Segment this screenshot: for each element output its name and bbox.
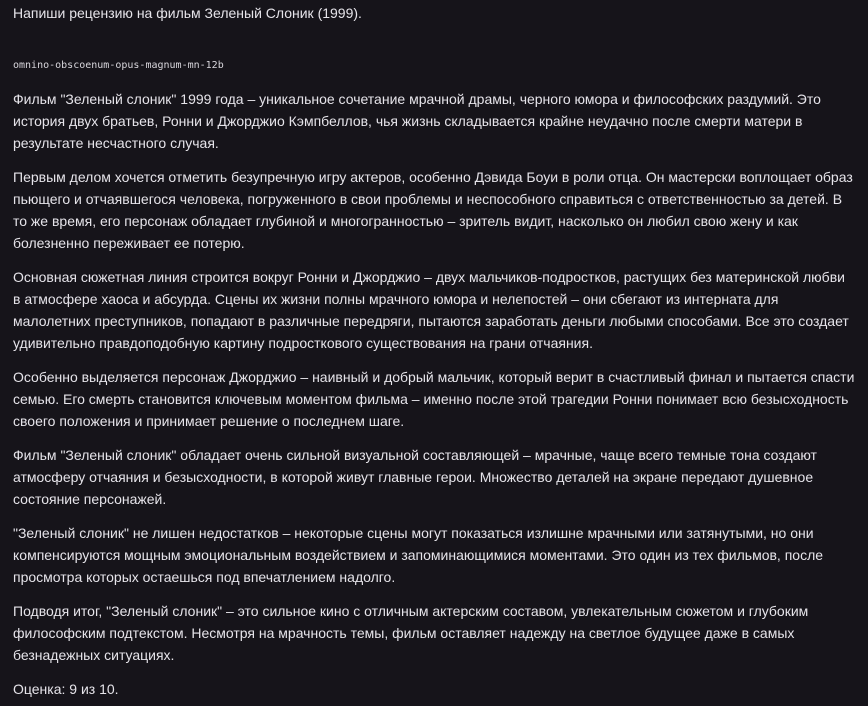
response-paragraph-conclusion: Подводя итог, "Зеленый слоник" – это сильное кино с отличным актерским составом, увлекательным сюжетом и глубоким философским подтекстом. Несмотря на мрачность темы, фильм оставляет надежду на светлое будущее даже в самых безнадежных ситуациях.: [13, 603, 809, 663]
model-name-label: omnino-obscoenum-opus-magnum-mn-12b: [13, 60, 224, 71]
response-paragraph-acting: Первым делом хочется отметить безупречную игру актеров, особенно Дэвида Боуи в роли отца. Он мастерски воплощает образ пьющего и отчаявшегося человека, погруженного в свои проблемы и неспособного справиться с ответственностью за детей. В то же время, его персонаж обладает глубиной и многогранностью – зритель видит, насколько он любил свою жену и как болезненно переживает ее потерю.: [13, 169, 853, 251]
response-paragraph-intro: Фильм "Зеленый слоник" 1999 года – уникальное сочетание мрачной драмы, черного юмора и философских раздумий. Это история двух братьев, Ронни и Джорджио Кэмпбеллов, чья жизнь складывается крайне неудачно после смерти матери в результате несчастного случая.: [13, 91, 821, 151]
response-paragraph-drawbacks: "Зеленый слоник" не лишен недостатков – некоторые сцены могут показаться излишне мрачными или затянутыми, но они компенсируются мощным эмоциональным воздействием и запоминающимися моментами. Это один из тех фильмов, после просмотра которых остаешься под впечатлением надолго.: [13, 525, 824, 585]
response-paragraph-plot: Основная сюжетная линия строится вокруг Ронни и Джорджио – двух мальчиков-подростков, растущих без материнской любви в атмосфере хаоса и абсурда. Сцены их жизни полны мрачного юмора и нелепостей – они сбегают из интерната для малолетних преступников, попадают в различные передряги, пытаются заработать деньги любыми способами. Все это создает удивительно правдоподобную картину подросткового существования на грани отчаяния.: [13, 269, 849, 351]
response-rating: Оценка: 9 из 10.: [13, 681, 119, 697]
response-paragraph-visuals: Фильм "Зеленый слоник" обладает очень сильной визуальной составляющей – мрачные, чаще всего темные тона создают атмосферу отчаяния и безысходности, в которой живут главные герои. Множество деталей на экране передают душевное состояние персонажей.: [13, 447, 817, 507]
response-paragraph-character: Особенно выделяется персонаж Джорджио – наивный и добрый мальчик, который верит в счастливый финал и пытается спасти семью. Его смерть становится ключевым моментом фильма – именно после этой трагедии Ронни понимает всю безысходность своего положения и принимает решение о последнем шаге.: [13, 369, 855, 429]
user-prompt: Напиши рецензию на фильм Зеленый Слоник (1999).: [13, 5, 362, 21]
model-response: [13, 88, 855, 700]
